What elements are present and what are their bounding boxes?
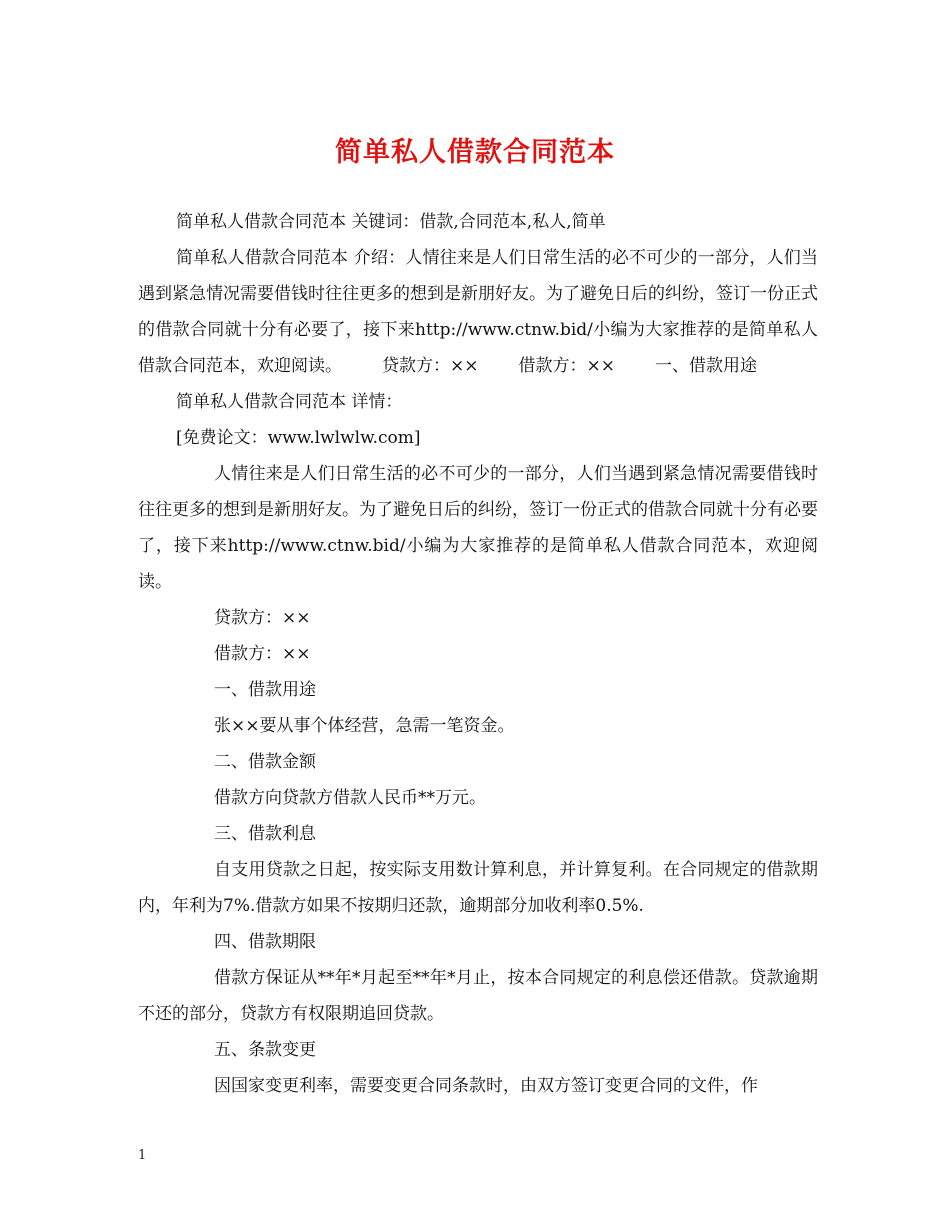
- document-title: 简单私人借款合同范本: [335, 137, 615, 168]
- section-text: 张××要从事个体经营，急需一笔资金。: [214, 716, 515, 736]
- borrower-line: 借款方：××: [214, 644, 311, 664]
- section-heading: 四、借款期限: [214, 932, 316, 952]
- document-body: [138, 204, 818, 1104]
- keywords-line: 简单私人借款合同范本 关键词：借款,合同范本,私人,简单: [176, 212, 606, 232]
- section-text: 借款方向贷款方借款人民币**万元。: [214, 788, 486, 808]
- source-line: [免费论文：www.lwlwlw.com]: [176, 428, 421, 448]
- body-intro-paragraph: 人情往来是人们日常生活的必不可少的一部分，人们当遇到紧急情况需要借钱时往往更多的想到是新朋好友。为了避免日后的纠纷，签订一份正式的借款合同就十分有必要了，接下来http://www.ctnw.bid/小编为大家推荐的是简单私人借款合同范本，欢迎阅读。: [138, 464, 818, 592]
- section-text: 借款方保证从**年*月起至**年*月止，按本合同规定的利息偿还借款。贷款逾期不还的部分，贷款方有权限期追回贷款。: [138, 968, 818, 1024]
- section-heading: 二、借款金额: [214, 752, 316, 772]
- section-text: 自支用贷款之日起，按实际支用数计算利息，并计算复利。在合同规定的借款期内，年利为7%.借款方如果不按期归还款，逾期部分加收利率0.5%.: [138, 860, 818, 916]
- section-text: 因国家变更利率，需要变更合同条款时，由双方签订变更合同的文件，作: [214, 1076, 758, 1096]
- intro-text: 简单私人借款合同范本 介绍：人情往来是人们日常生活的必不可少的一部分，人们当遇到紧急情况需要借钱时往往更多的想到是新朋好友。为了避免日后的纠纷，签订一份正式的借款合同就十分有必要了，接下来http://www.ctnw.bid/小编为大家推荐的是简单私人借款合同范本，欢迎阅读。: [138, 248, 818, 376]
- intro-section-heading: 一、借款用途: [655, 356, 757, 376]
- page-number: 1: [138, 1148, 147, 1163]
- section-heading: 一、借款用途: [214, 680, 316, 700]
- intro-paragraph: [138, 240, 818, 384]
- section-heading: 三、借款利息: [214, 824, 316, 844]
- lender-line: 贷款方：××: [214, 608, 311, 628]
- section-heading: 五、条款变更: [214, 1040, 316, 1060]
- intro-lender: 贷款方：××: [382, 356, 479, 376]
- details-line: 简单私人借款合同范本 详情：: [176, 392, 403, 412]
- intro-borrower: 借款方：××: [518, 356, 615, 376]
